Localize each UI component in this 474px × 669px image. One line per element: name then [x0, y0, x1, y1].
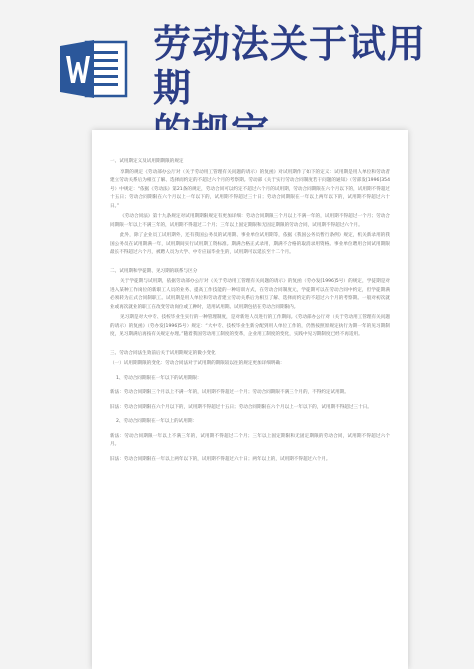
paragraph: 关于学徒期与试用期，依据劳动部办公厅对《关于劳动用工管理有关问题的请示》的复函（劳办发[1996]5号）的规定，学徒期是对进入某种工作岗位的新职工人员的业务、提高工作技能的一种培训方式，在劳动合同制度元，学徒期可以在劳动合同中约定，但学徒期满必须转为正式合同制职工。试用期是用人单位和劳动者建立劳动关系后为相互了解、选择而约定的不超过六个月的考察期。一般对初次就业或再次就业的职工在改变劳动岗位或工种时，适用试用期。试用期包括在劳动合同期限内。: [110, 279, 390, 310]
paragraph: 《劳动合同法》第十九条规定对试用期期限规定有更加详细：劳动合同期限三个月以上不满一年的，试用期不得超过一个月；劳动合同期限一年以上不满三年的，试用期不得超过二个月；三年以上固定期限和无固定期限的劳动合同，试用期不得超过六个月。: [110, 214, 390, 228]
paragraph: 新法：劳动合同期限三个月以上不满一年的，试用期不得超过一个月；劳动合同期限不满三个月的，不得约定试用期。: [110, 390, 349, 395]
paragraph: 旧法：劳动合同期限在六个月以下的，试用期不得超过十五日；劳动合同期限在六个月以上一年以下的，试用期不得超过三十日。: [110, 404, 372, 410]
list-item: 1、劳动合同期限在一年以下的试用期限：: [116, 375, 202, 381]
paragraph: 享期的规定《劳动部办公厅对（关于劳动用工管理有关问题的请示）的复函》对试用期作了如下的定义：试用期是用人单位和劳动者建立劳动关系后为相互了解、选择而约定的不超过六个月的考察期。劳动部《关于实行劳动合同制度若干问题的通知》（劳部发[1996]354号）中规定：“依据《劳动法》第21条的规定，劳动合同可以约定不超过六个月的试用期，劳动合同期限在六个月以下的，试用期不得超过十五日；劳动合同期限在六个月以上一年以下的，试用期不得超过三十日；劳动合同期限在一年以上两年以下的，试用期不得超过六十日。”: [110, 169, 390, 209]
title-line-1: 劳动法关于试用期: [153, 21, 427, 110]
paragraph: 见习期是对大中专、技校毕业生实行的一种管理制度，是对新进人员进行的工作期间。《劳动部办公厅对（关于劳动用工管理有关问题的请示）的复函》（劳办发[1996]5号）规定：“大中专、技校毕业生新分配到用人单位工作的，仍然按照原规定执行为期一年的见习期制度，见习期满后再按有关规定办理。”随着我国劳动用工制度的变革，企业用工制度的变化，实践中见习期制度已经不再适用。: [110, 315, 390, 337]
document-body: [110, 148, 390, 466]
section-1-heading: 一、试用期定义及试用期期限的规定: [110, 159, 184, 164]
subsection-heading: （一）试用期期限的变化：劳动合同法对于试用期的期限较以往的规定更加详细明确：: [110, 361, 285, 366]
paragraph: 新法：劳动合同期限一年以上不满三年的，试用期不得超过二个月；三年以上固定期限和无固定期限的劳动合同，试用期不得超过六个月。: [110, 433, 390, 447]
document-page[interactable]: [92, 130, 408, 669]
paragraph: 此外，除了企业员工试用期外，还有我国公务员的试用期、事业单位试用期等，依据《我国公务员暂行条例》规定，机关新录用的我国公务员在试用期满一年，试用期间实行试用期工资标准。期满合格正式录用，期满不合格的取消录用资格。事业单位聘用合同试用期限最长不得超过六个月，被聘人员为大学、中专应届毕业生的，试用期可以延长至十二个月。: [110, 233, 390, 255]
section-2-heading: 二、试用期和学徒期、见习期的联系与区分: [110, 268, 198, 274]
word-doc-icon: [58, 38, 130, 100]
list-item: 2、劳动合同期限在一年以上的试用期：: [116, 419, 198, 424]
section-3-heading: 三、劳动合同法生效前后关于试用期规定的微小变化: [110, 350, 216, 356]
header: [0, 0, 474, 130]
paragraph: 旧法：劳动合同期限在一年以上两年以下的，试用期不得超过六十日；两年以上的，试用期不得超过六个月。: [110, 456, 331, 462]
